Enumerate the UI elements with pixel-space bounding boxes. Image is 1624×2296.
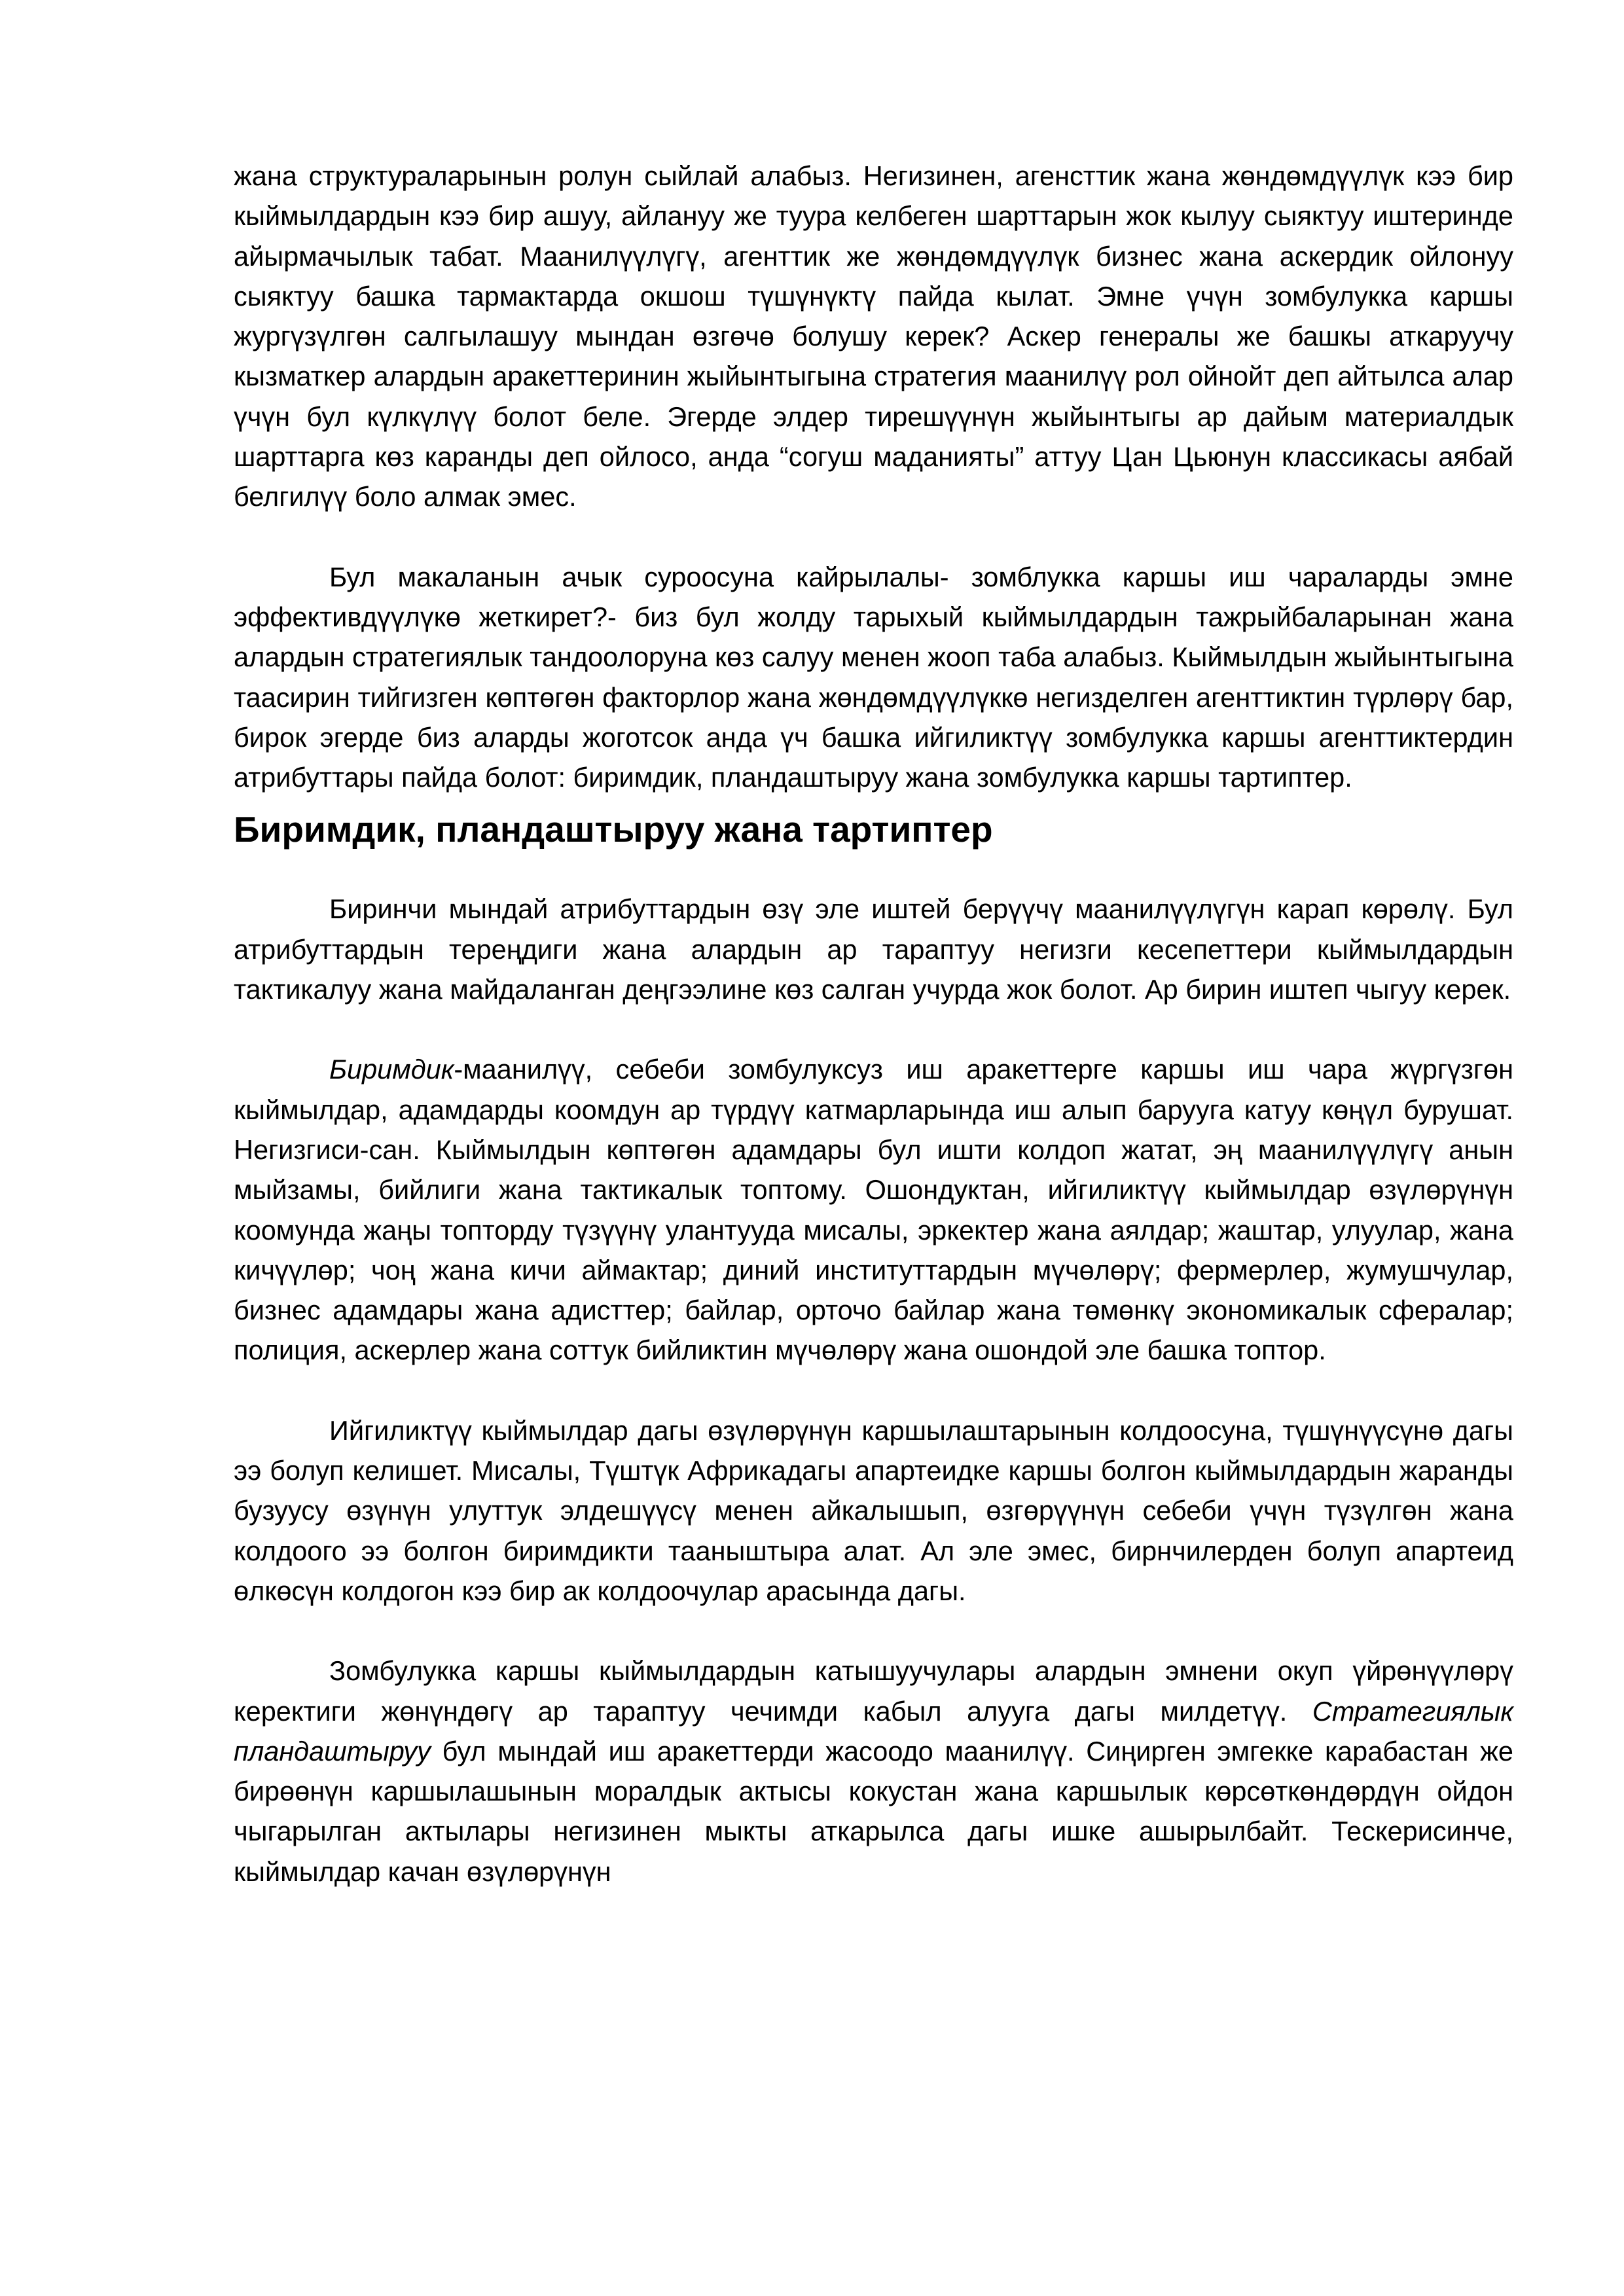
paragraph-article-question: Бул макаланын ачык суроосуна кайрылалы- зомблукка каршы иш чараларды эмне эффективдүүлүкө жеткирет?- биз бул жолду тарыхый кыймылдардын тажрыйбаларынан жана алардын стратегиялык тандоолоруна көз салуу менен жооп таба алабыз. Кыймылдын жыйынтыгына таасирин тийгизген көптөгөн факторлор жана жөндөмдүүлүккө негизделген агенттиктин түрлөрү бар, бирок эгерде биз аларды жоготсок анда үч башка ийгиликтүү зомбулукка каршы агенттиктердин атрибуттары пайда болот: биримдик, пландаштыруу жана зомбулукка каршы тартиптер.	[234, 561, 1513, 793]
italic-term-strategic-planning: Стратегиялык пландаштыруу	[234, 1695, 1513, 1767]
paragraph-spacer	[234, 1371, 1513, 1410]
paragraph-first-attribute: Биринчи мындай атрибуттардын өзү эле иштей берүүчү маанилүүлүгүн карап көрөлү. Бул атрибуттардын тереңдиги жана алардын ар тараптуу негизги кесепеттери кыймылдардын тактикалуу жана майдаланган деңгээлине көз салган учурда жок болот. Ар бирин иштеп чыгуу керек.	[234, 893, 1513, 1005]
paragraph-spacer	[234, 1611, 1513, 1651]
paragraph-unity-text: -маанилүү, себеби зомбулуксуз иш аракеттерге каршы иш чара жүргүзгөн кыймылдар, адамдарды коомдун ар түрдүү катмарларында иш алып барууга катуу көңүл бурушат. Негизгиси-сан. Кыймылдын көптөгөн адамдары бул ишти колдоп жатат, эң маанилүүлүгү анын мыйзамы, бийлиги жана тактикалык топтому. Ошондуктан, ийгиликтүү кыймылдар өзүлөрүнүн коомунда жаңы топторду түзүүнү улантууда мисалы, эркектер жана аялдар; жаштар, улуулар, жана кичүүлөр; чоң жана кичи аймактар; диний институттардын мүчөлөрү; фермерлер, жумушчулар, бизнес адамдары жана адисттер; байлар, орточо байлар жана төмөнкү экономикалык сфералар; полиция, аскерлер жана соттук бийликтин мүчөлөрү жана ошондой эле башка топтор.	[234, 1054, 1513, 1366]
paragraph-strategic-planning-rest: бул мындай иш аракеттерди жасоодо маанилүү. Сиңирген эмгекке карабастан же бирөөнүн каршылашынын моралдык актысы кокустан жана каршылык көрсөткөндөрдүн ойдон чыгарылган актылары негизинен мыкты аткарылса дагы ишке ашырылбайт. Тескерисинче, кыймылдар качан өзүлөрүнүн	[234, 1735, 1513, 1887]
document-page	[234, 156, 1513, 1892]
paragraph-spacer	[234, 1009, 1513, 1049]
paragraph-opponents-support: Ийгиликтүү кыймылдар дагы өзүлөрүнүн каршылаштарынын колдоосуна, түшүнүүсүнө дагы ээ болуп келишет. Мисалы, Түштүк Африкадагы апартеидке каршы болгон кыймылдардын жаранды бузуусу өзүнүн улуттук элдешүүсү менен айкалышып, өзгөрүүнүн себеби үчүн түзүлгөн жана колдоого ээ болгон биримдикти тааныштыра алат. Ал эле эмес, бирнчилерден болуп апартеид өлкөсүн колдогон кээ бир ак колдоочулар арасында дагы.	[234, 1414, 1513, 1606]
paragraph-spacer	[234, 517, 1513, 557]
paragraph-unity	[234, 1049, 1513, 1370]
paragraph-strategic-planning	[234, 1651, 1513, 1892]
italic-term-unity: Биримдик	[329, 1054, 454, 1085]
section-heading: Биримдик, пландаштыруу жана тартиптер	[234, 809, 993, 850]
paragraph-strategic-planning-lead: Зомбулукка каршы кыймылдардын катышуучулары алардын эмнени окуп үйрөнүүлөрү керектиги жөнүндөгү ар тараптуу чечимди кабыл алууга дагы милдетүү.	[234, 1655, 1513, 1727]
paragraph-intro-continuation: жана структураларынын ролун сыйлай алабыз. Негизинен, агенсттик жана жөндөмдүүлүк кээ бир кыймылдардын кээ бир ашуу, айлануу же туура келбеген шарттарын жок кылуу сыяктуу иштеринде айырмачылык табат. Маанилүүлүгү, агенттик же жөндөмдүүлүк бизнес жана аскердик ойлонуу сыяктуу башка тармактарда окшош түшүнүктү пайда кылат. Эмне үчүн зомбулукка каршы жургүзүлгөн салгылашуу мындан өзгөчө болушу керек? Аскер генералы же башкы аткаруучу кызматкер алардын аракеттеринин жыйынтыгына стратегия маанилүү рол ойнойт деп айтылса алар үчүн бул күлкүлүү болот беле. Эгерде элдер тирешүүнүн жыйынтыгы ар дайым материалдык шарттарга көз каранды деп ойлосо, анда “согуш маданияты” аттуу Цан Цьюнун классикасы аябай белгилүү боло алмак эмес.	[234, 160, 1513, 512]
